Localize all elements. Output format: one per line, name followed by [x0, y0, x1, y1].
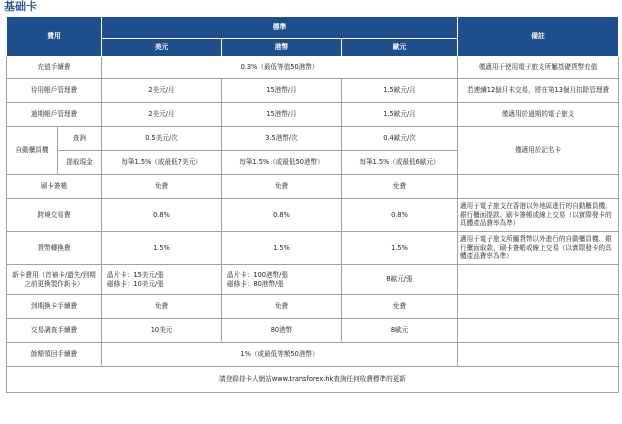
row-label: 過期帳戶管理費 [7, 103, 102, 127]
header-standard: 標準 [102, 17, 458, 39]
cell-usd: 免費 [102, 175, 222, 199]
table-row [7, 265, 619, 295]
cell-eur: 1.5歐元/月 [342, 103, 458, 127]
row-label: 交易調查手續費 [7, 319, 102, 343]
cell-hkd: 免費 [222, 295, 342, 319]
cell-usd: 每筆1.5%（或最低7美元） [102, 151, 222, 175]
cell-hkd: 80港幣 [222, 319, 342, 343]
cell-eur: 免費 [342, 175, 458, 199]
cell-hkd: 0.8% [222, 199, 342, 232]
row-label: 貨幣轉換費 [7, 232, 102, 265]
cell-note: 適用于電子旅支在香港以外地區進行的自動櫃員機、銀行櫃面提款、刷卡簽帳或線上交易（以實際發卡的具體產品費率為準） [458, 199, 619, 232]
cell-hkd: 15港幣/月 [222, 79, 342, 103]
header-hkd: 港幣 [222, 39, 342, 57]
cell-hkd: 15港幣/月 [222, 103, 342, 127]
table-row [7, 103, 619, 127]
cell-hkd: 晶片卡：100港幣/張 磁條卡：80港幣/張 [222, 265, 342, 295]
cell-value: 1%（或最低等額50港幣） [102, 343, 458, 367]
row-label: 到期換卡手續費 [7, 295, 102, 319]
cell-usd: 0.8% [102, 199, 222, 232]
cell-note [458, 295, 619, 319]
table-row [7, 199, 619, 232]
table-row [7, 127, 619, 151]
header-note: 備註 [458, 17, 619, 57]
cell-eur: 8歐元/張 [342, 265, 458, 295]
table-row [7, 57, 619, 79]
header-fee: 費用 [7, 17, 102, 57]
row-label: 新卡費用（首補卡/遺失/到期之前更換製作新卡） [7, 265, 102, 295]
cell-usd: 1.5% [102, 232, 222, 265]
cell-hkd: 免費 [222, 175, 342, 199]
cell-note: 適用于電子旅支所屬貨幣以外進行的自動櫃員機、銀行櫃面取款、刷卡簽帳或線上交易（以實際發卡的具體產品費率為準） [458, 232, 619, 265]
cell-eur: 0.4歐元/次 [342, 127, 458, 151]
row-label: 充值手續費 [7, 57, 102, 79]
row-label: 待用帳戶管理費 [7, 79, 102, 103]
row-label-atm: 自動櫃員機 [7, 127, 58, 175]
cell-note [458, 319, 619, 343]
header-eur: 歐元 [342, 39, 458, 57]
cell-hkd: 每筆1.5%（或最低50港幣） [222, 151, 342, 175]
cell-note: 若連續12個月未交易，將在第13個月扣除管理費 [458, 79, 619, 103]
table-row [7, 79, 619, 103]
cell-usd: 晶片卡：15美元/張 磁條卡：10美元/張 [102, 265, 222, 295]
table-row [7, 343, 619, 367]
row-sublabel: 查詢 [58, 127, 102, 151]
row-label: 餘額領回手續費 [7, 343, 102, 367]
fee-table [6, 16, 619, 393]
cell-note [458, 175, 619, 199]
footer-notice: 請登錄持卡人網站www.transforex.hk查詢任何收費標準的更新 [7, 367, 619, 393]
cell-eur: 0.8% [342, 199, 458, 232]
row-label: 刷卡簽帳 [7, 175, 102, 199]
page-title: 基础卡 [4, 0, 37, 13]
table-row [7, 175, 619, 199]
cell-note [458, 265, 619, 295]
cell-eur: 1.5歐元/月 [342, 79, 458, 103]
table-footer-row [7, 367, 619, 393]
table-row [7, 319, 619, 343]
cell-usd: 免費 [102, 295, 222, 319]
cell-hkd: 1.5% [222, 232, 342, 265]
cell-usd: 0.5美元/次 [102, 127, 222, 151]
cell-note: 僅適用於過期的電子旅支 [458, 103, 619, 127]
cell-usd: 2美元/月 [102, 103, 222, 127]
cell-note: 僅適用于使用電子旅支所屬基礎貨幣充值 [458, 57, 619, 79]
header-usd: 美元 [102, 39, 222, 57]
cell-value: 0.3%（最低等值50港幣） [102, 57, 458, 79]
cell-usd: 10美元 [102, 319, 222, 343]
cell-note: 僅適用於記名卡 [458, 127, 619, 175]
cell-eur: 1.5% [342, 232, 458, 265]
row-sublabel: 提取現金 [58, 151, 102, 175]
table-row [7, 232, 619, 265]
cell-hkd: 3.5港幣/次 [222, 127, 342, 151]
cell-note [458, 343, 619, 367]
table-row [7, 295, 619, 319]
cell-usd: 2美元/月 [102, 79, 222, 103]
row-label: 跨境交易費 [7, 199, 102, 232]
cell-eur: 8歐元 [342, 319, 458, 343]
cell-eur: 免費 [342, 295, 458, 319]
cell-eur: 每筆1.5%（或最低6歐元） [342, 151, 458, 175]
